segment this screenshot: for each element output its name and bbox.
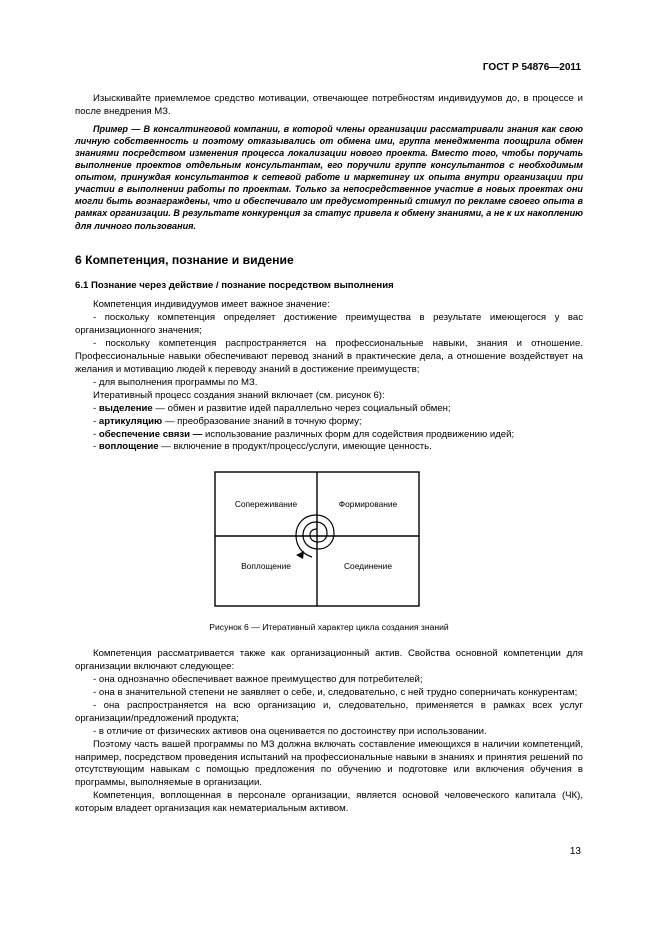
list-text: — включение в продукт/процесс/услуги, имеющие ценность.: [158, 441, 432, 453]
list-text: — обмен и развитие идей параллельно через социальный обмен;: [152, 402, 451, 414]
document-code: ГОСТ Р 54876—2011: [482, 62, 581, 73]
paragraph: Компетенция, воплощенная в персонале организации, является основой человеческого капитала (ЧК), которым владеет организация как нематериальным активом.: [75, 790, 583, 815]
list-term: воплощение: [98, 441, 159, 453]
paragraph: - для выполнения программы по МЗ.: [93, 376, 258, 388]
list-text: использование различных форм для содействия продвижению идей;: [202, 428, 515, 440]
list-item: - обеспечение связи — использование различных форм для содействия продвижению идей;: [93, 428, 515, 440]
quadrant-bottom-left: Воплощение: [241, 561, 291, 572]
list-term: обеспечение связи —: [98, 428, 203, 440]
quadrant-bottom-right: Соединение: [344, 561, 392, 572]
paragraph: - она распространяется на всю организацию и, следовательно, применяется в рамках всех услуг организации/предложений продукта;: [75, 699, 583, 724]
paragraph: Поэтому часть вашей программы по МЗ должна включать составление имеющихся в наличии компетенций, например, посредством проведения испытаний на профессиональные навыки в знаниях и принятия решений по отсутствующим навыкам с помощью предложения по обучению и подготовке или включения обучения в программы, выполняемые в организации.: [75, 738, 583, 789]
paragraph: - она в значительной степени не заявляет о себе, и, следовательно, с ней трудно соперничать конкурентам;: [93, 686, 578, 698]
paragraph: - поскольку компетенция определяет достижение преимущества в результате имеющегося у вас организационного значения;: [75, 312, 583, 337]
example-paragraph: Пример — В консалтинговой компании, в которой члены организации рассматривали знания как свою личную собственность и поэтому отказывались от обмена ими, группа менеджмента поощрила обмен знаниями посредством изменения процесса локализации нового проекта. Вместо того, чтобы поручать выполнение проектов отдельным консультантам, его поручили группе консультантов с необходимым опытом, принуждая консультантов к сетевой работе и маркетингу их опыта внутри организации при участии в выполнении работы по проектам. Только за непосредственное участие в новых проектах они могли быть вознаграждены, что и обеспечивало им предусмотренный стимул по рекламе своего опыта в рамках организации. В результате конкуренция за статус привела к обмену знаниями, а не к их накоплению для личного пользования.: [75, 123, 583, 231]
figure-caption: Рисунок 6 — Итеративный характер цикла создания знаний: [209, 622, 449, 633]
figure-6: [75, 471, 583, 609]
paragraph: Компетенция рассматривается также как организационный актив. Свойства основной компетенции для организации включают следующее:: [75, 648, 583, 673]
paragraph: Компетенция индивидуумов имеет важное значение:: [93, 299, 330, 311]
list-item: - артикуляцию — преобразование знаний в точную форму;: [93, 415, 362, 427]
arrow-head-icon: [296, 551, 304, 559]
quadrant-top-left: Сопереживание: [234, 499, 298, 510]
intro-paragraph: Изыскивайте приемлемое средство мотивации, отвечающее потребностям индивидуумов до, в процессе и после внедрения МЗ.: [75, 93, 583, 117]
quadrant-top-right: Формирование: [338, 499, 398, 510]
paragraph: - она однозначно обеспечивает важное преимущество для потребителей;: [93, 674, 423, 686]
list-term: артикуляцию: [98, 415, 163, 427]
page-number: 13: [569, 846, 581, 857]
page-content: [75, 93, 583, 816]
paragraph: Итеративный процесс создания знаний включает (см. рисунок 6):: [93, 389, 385, 401]
knowledge-cycle-diagram: [214, 471, 420, 607]
list-term: выделение: [98, 402, 153, 414]
list-text: — преобразование знаний в точную форму;: [162, 415, 362, 427]
section-6-1-heading: 6.1 Познание через действие / познание посредством выполнения: [75, 279, 394, 291]
section-6-heading: 6 Компетенция, познание и видение: [75, 252, 294, 267]
list-item: - выделение — обмен и развитие идей параллельно через социальный обмен;: [93, 402, 451, 414]
paragraph: - поскольку компетенция распространяется на профессиональные навыки, знания и отношение. Профессиональные навыки обеспечивают перевод знаний в практические дела, а отношение воздействует на желания и мотивацию людей к переводу знаний в достижение преимуществ;: [75, 338, 583, 375]
list-item: - воплощение — включение в продукт/процесс/услуги, имеющие ценность.: [93, 441, 432, 453]
paragraph: - в отличие от физических активов она оценивается по достоинству при использовании.: [93, 725, 487, 737]
